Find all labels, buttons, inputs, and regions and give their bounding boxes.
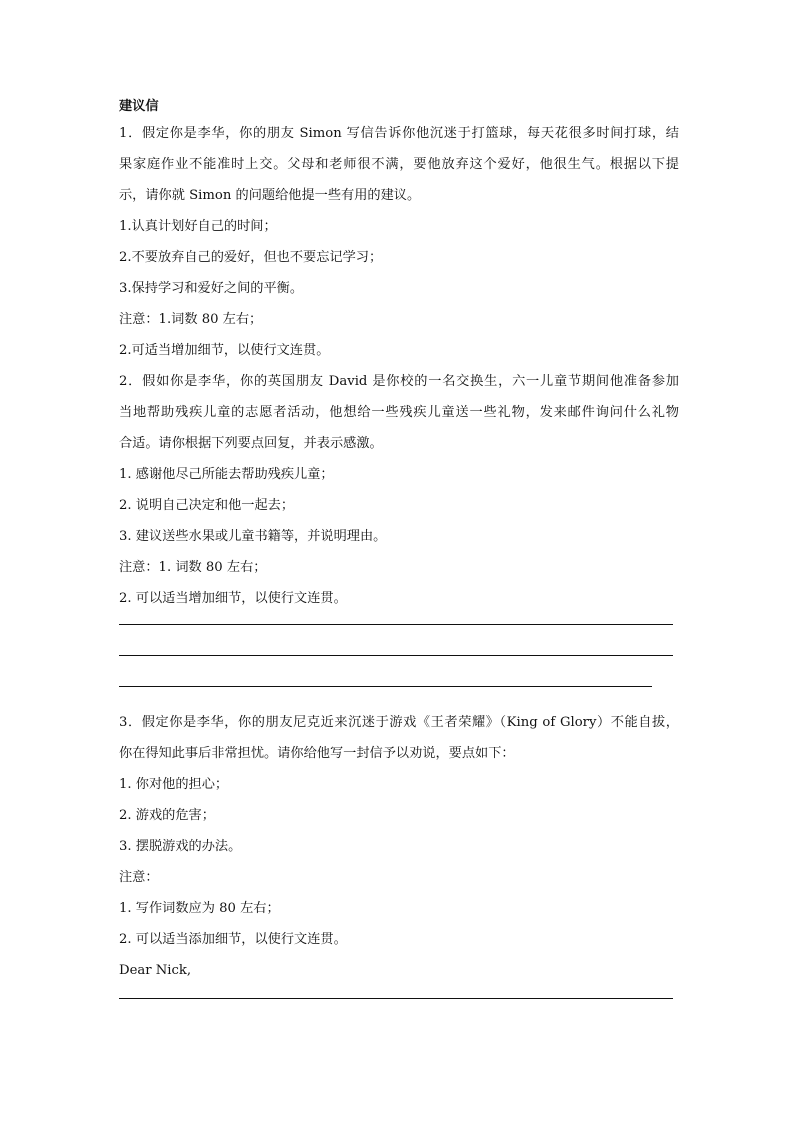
q3-prompt-line: 你在得知此事后非常担忧。请你给他写一封信予以劝说，要点如下： xyxy=(119,746,515,761)
q2-prompt-line: 当地帮助残疾儿童的志愿者活动，他想给一些残疾儿童送一些礼物，发来邮件询问什么礼物 xyxy=(119,405,679,420)
q1-point: 1.认真计划好自己的时间； xyxy=(119,219,277,234)
document-title: 建议信 xyxy=(119,99,159,114)
q1-point: 3.保持学习和爱好之间的平衡。 xyxy=(119,281,304,296)
q2-point: 2. 说明自己决定和他一起去； xyxy=(119,498,295,513)
q1-prompt-line: 1．假定你是李华，你的朋友 Simon 写信告诉你他沉迷于打篮球，每天花很多时间打球，结 xyxy=(119,126,679,141)
q2-point: 3. 建议送些水果或儿童书籍等，并说明理由。 xyxy=(119,529,387,544)
q3-note: 2. 可以适当添加细节，以使行文连贯。 xyxy=(119,932,347,947)
q3-point: 3. 摆脱游戏的办法。 xyxy=(119,839,242,854)
answer-line xyxy=(119,986,679,1017)
q2-note: 2. 可以适当增加细节，以使行文连贯。 xyxy=(119,591,347,606)
q3-point: 2. 游戏的危害； xyxy=(119,808,215,823)
q1-point: 2.不要放弃自己的爱好，但也不要忘记学习； xyxy=(119,250,383,265)
answer-line xyxy=(119,645,679,676)
q1-prompt-line: 果家庭作业不能准时上交。父母和老师很不满，要他放弃这个爱好，他很生气。根据以下提 xyxy=(119,157,679,172)
q3-prompt-line: 3．假定你是李华，你的朋友尼克近来沉迷于游戏《王者荣耀》（King of Glory）不能自拔， xyxy=(119,715,679,730)
answer-line xyxy=(119,614,679,645)
letter-greeting: Dear Nick, xyxy=(119,963,192,978)
q2-point: 1. 感谢他尽己所能去帮助残疾儿童； xyxy=(119,467,334,482)
q3-note-label: 注意： xyxy=(119,870,159,885)
q2-prompt-line: 2．假如你是李华，你的英国朋友 David 是你校的一名交换生，六一儿童节期间他准备参加 xyxy=(119,374,679,389)
q2-note: 注意：1. 词数 80 左右； xyxy=(119,560,267,575)
q2-prompt-line: 合适。请你根据下列要点回复，并表示感激。 xyxy=(119,436,383,451)
q1-prompt-line: 示，请你就 Simon 的问题给他提一些有用的建议。 xyxy=(119,188,421,203)
answer-line xyxy=(119,676,679,707)
q1-note: 注意：1.词数 80 左右； xyxy=(119,312,263,327)
document-page xyxy=(119,96,679,1017)
q3-note: 1. 写作词数应为 80 左右； xyxy=(119,901,280,916)
q1-note: 2.可适当增加细节，以使行文连贯。 xyxy=(119,343,330,358)
q3-point: 1. 你对他的担心； xyxy=(119,777,229,792)
